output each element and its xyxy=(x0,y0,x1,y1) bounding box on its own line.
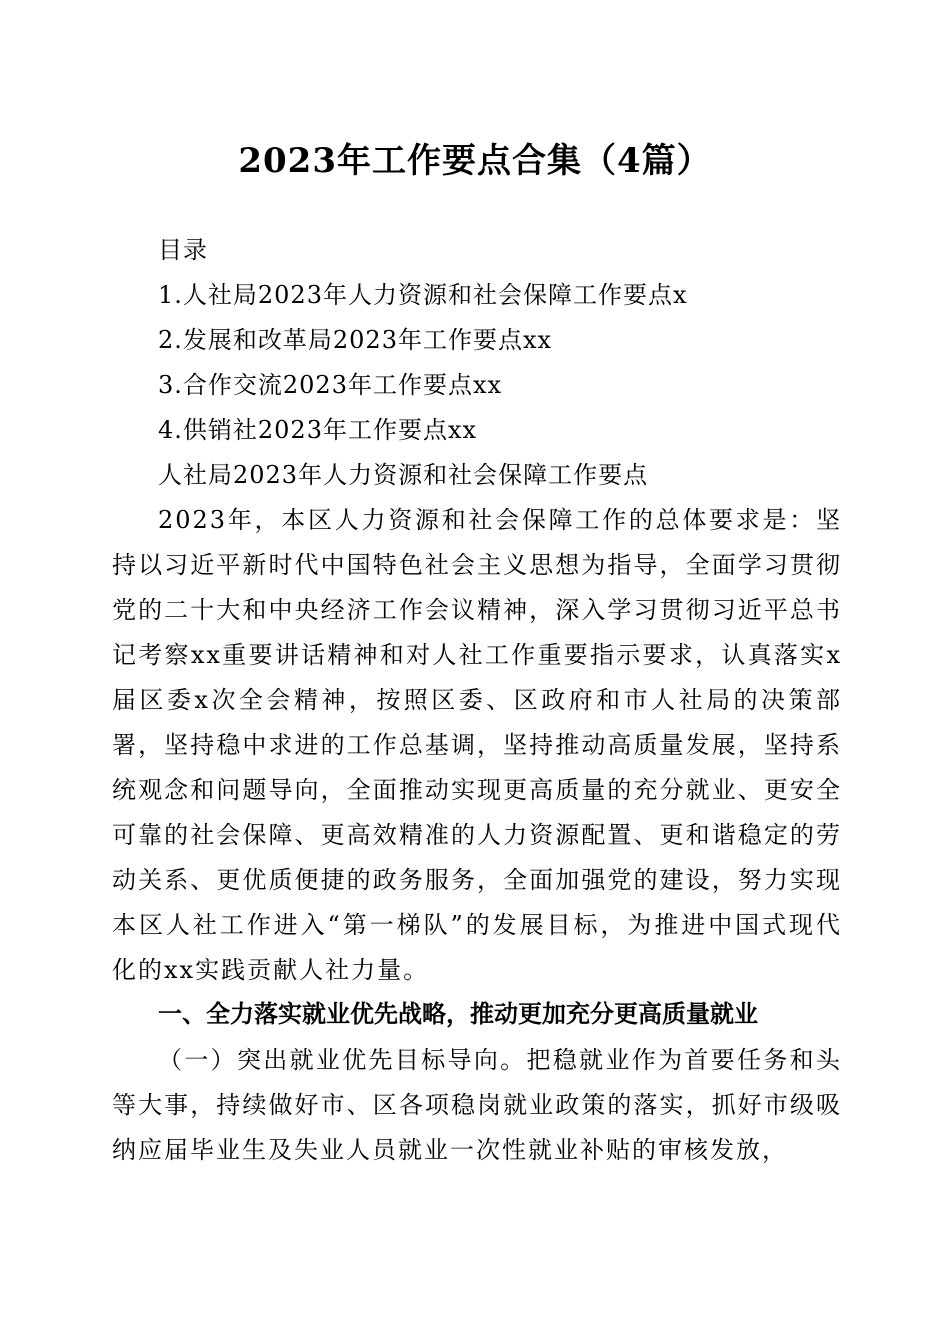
toc-heading: 目录 xyxy=(158,236,208,264)
table-of-contents xyxy=(158,228,798,498)
intro-paragraph: 2023年，本区人力资源和社会保障工作的总体要求是：坚持以习近平新时代中国特色社会主义思想为指导，全面学习贯彻党的二十大和中央经济工作会议精神，深入学习贯彻习近平总书记考察xx重要讲话精神和对人社工作重要指示要求，认真落实x届区委x次全会精神，按照区委、区政府和市人社局的决策部署，坚持稳中求进的工作总基调，坚持推动高质量发展，坚持系统观念和问题导向，全面推动实现更高质量的充分就业、更安全可靠的社会保障、更高效精准的人力资源配置、更和谐稳定的劳动关系、更优质便捷的政务服务，全面加强党的建设，努力实现本区人社工作进入“第一梯队”的发展目标，为推进中国式现代化的xx实践贡献人社力量。 xyxy=(112,506,842,984)
document-title: 2023年工作要点合集（4篇） xyxy=(238,141,712,181)
heading-level-1: 一、全力落实就业优先战略，推动更加充分更高质量就业 xyxy=(158,1000,758,1028)
subsection-text: 把稳就业作为首要任务和头等大事，持续做好市、区各项稳岗就业政策的落实，抓好市级吸纳应届毕业生及失业人员就业一次性就业补贴的审核发放， xyxy=(112,1046,843,1164)
section-title: 人社局2023年人力资源和社会保障工作要点 xyxy=(158,461,649,489)
toc-item-3: 3.合作交流2023年工作要点xx xyxy=(158,371,503,399)
toc-item-1: 1.人社局2023年人力资源和社会保障工作要点x xyxy=(158,281,688,309)
toc-item-4: 4.供销社2023年工作要点xx xyxy=(158,416,478,444)
subsection-paragraph xyxy=(112,1038,842,1173)
toc-item-2: 2.发展和改革局2023年工作要点xx xyxy=(158,326,553,354)
subsection-label: （一）突出就业优先目标导向。 xyxy=(158,1046,527,1074)
